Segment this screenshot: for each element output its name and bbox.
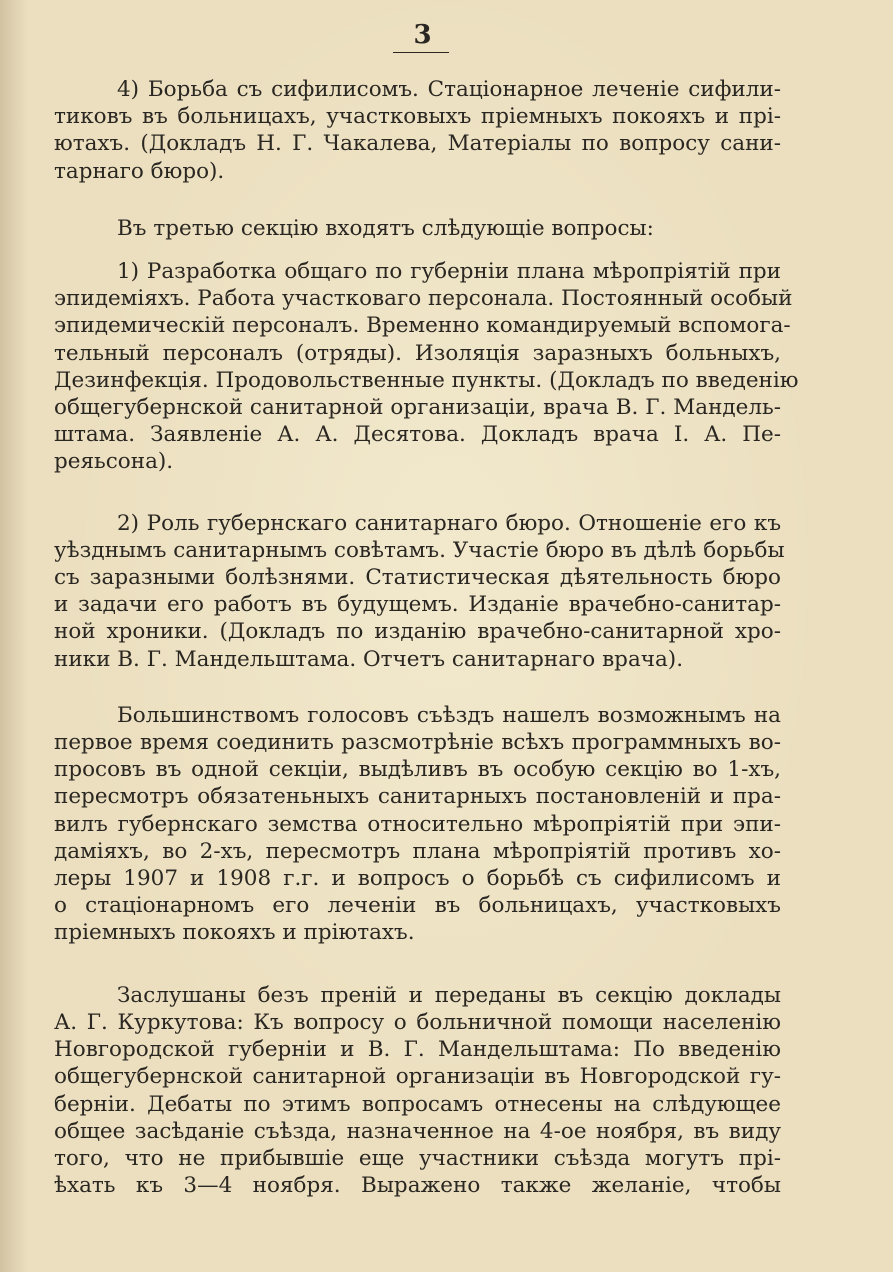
paragraph-majority-vote: [54, 702, 781, 947]
text-line: первое время соединить разсмотрѣніе всѣхъ программныхъ во-: [54, 730, 781, 756]
text-line: вилъ губернскаго земства относительно мѣропріятій при эпи-: [54, 811, 781, 837]
text-line: тарнаго бюро).: [54, 158, 225, 184]
text-line: леры 1907 и 1908 г.г. и вопросъ о борьбѣ съ сифилисомъ и: [54, 866, 781, 892]
text-line: Новгородской губерніи и В. Г. Мандельштама: По введенію: [54, 1037, 781, 1063]
text-line: общее засѣданіе съѣзда, назначенное на 4-ое ноября, въ виду: [54, 1118, 781, 1144]
text-line: пересмотръ обязатеньныхъ санитарныхъ постановленій и пра-: [54, 784, 781, 810]
text-line: общегубернской санитарной организаціи, врача В. Г. Мандель-: [54, 395, 781, 421]
text-line: того, что не прибывшіе еще участники съѣзда могутъ прі-: [54, 1145, 781, 1171]
text-line: эпидемическій персоналъ. Временно командируемый вспомога-: [54, 313, 791, 339]
paragraph-sanitary-bureau: [54, 510, 785, 673]
text-line: ники В. Г. Мандельштама. Отчетъ санитарнаго врача).: [54, 646, 684, 672]
text-line: Въ третью секцію входятъ слѣдующіе вопросы:: [117, 215, 654, 241]
text-line: просовъ въ одной секціи, выдѣливъ въ особую секцію во 1-хъ,: [54, 757, 781, 783]
text-line: Большинствомъ голосовъ съѣздъ нашелъ возможнымъ на: [117, 702, 781, 728]
text-line: 1) Разработка общаго по губерніи плана мѣропріятій при: [117, 259, 781, 285]
text-line: о стаціонарномъ его леченіи въ больницахъ, участковыхъ: [54, 893, 781, 919]
paragraph-third-section-intro: [54, 215, 781, 242]
text-line: Заслушаны безъ преній и переданы въ секцію доклады: [117, 982, 781, 1008]
text-line: даміяхъ, во 2-хъ, пересмотръ плана мѣропріятій противъ хо-: [54, 838, 781, 864]
text-line: тельный персоналъ (отряды). Изоляція заразныхъ больныхъ,: [54, 340, 781, 366]
text-line: общегубернской санитарной организаціи въ Новгородской гу-: [54, 1064, 781, 1090]
text-line: штама. Заявленіе А. А. Десятова. Докладъ врача І. А. Пе-: [54, 422, 781, 448]
text-line: и задачи его работъ въ будущемъ. Изданіе врачебно-санитар-: [54, 592, 781, 618]
paragraph-syphilis: [54, 76, 781, 185]
page-number-underline: [393, 52, 449, 53]
text-line: ной хроники. (Докладъ по изданію врачебно-санитарной хро-: [54, 619, 781, 645]
text-line: ютахъ. (Докладъ Н. Г. Чакалева, Матеріалы по вопросу сани-: [54, 131, 781, 157]
text-line: 2) Роль губернскаго санитарнаго бюро. Отношеніе его къ: [117, 510, 781, 536]
text-line: эпидеміяхъ. Работа участковаго персонала. Постоянный особый: [54, 286, 793, 312]
text-line: берніи. Дебаты по этимъ вопросамъ отнесены на слѣдующее: [54, 1091, 781, 1117]
text-line: Дезинфекція. Продовольственные пункты. (Докладъ по введенію: [54, 367, 799, 393]
text-line: уѣзднымъ санитарнымъ совѣтамъ. Участіе бюро въ дѣлѣ борьбы: [54, 537, 785, 563]
text-line: реяьсона).: [54, 449, 174, 475]
text-line: пріемныхъ покояхъ и пріютахъ.: [54, 920, 415, 946]
page-number: 3: [413, 20, 432, 50]
text-line: А. Г. Куркутова: Къ вопросу о больничной помощи населенію: [54, 1009, 781, 1035]
paragraph-reports-heard: [54, 982, 781, 1200]
text-line: съ заразными болѣзнями. Статистическая дѣятельность бюро: [54, 565, 781, 591]
text-line: ѣхать къ 3—4 ноября. Выражено также желаніе, чтобы: [54, 1173, 781, 1199]
body-text: [54, 76, 799, 1199]
text-line: 4) Борьба съ сифилисомъ. Стаціонарное леченіе сифили-: [117, 77, 781, 102]
text-line: тиковъ въ больницахъ, участковыхъ пріемныхъ покояхъ и прі-: [54, 104, 781, 130]
paragraph-epidemic-plan: [54, 258, 799, 476]
